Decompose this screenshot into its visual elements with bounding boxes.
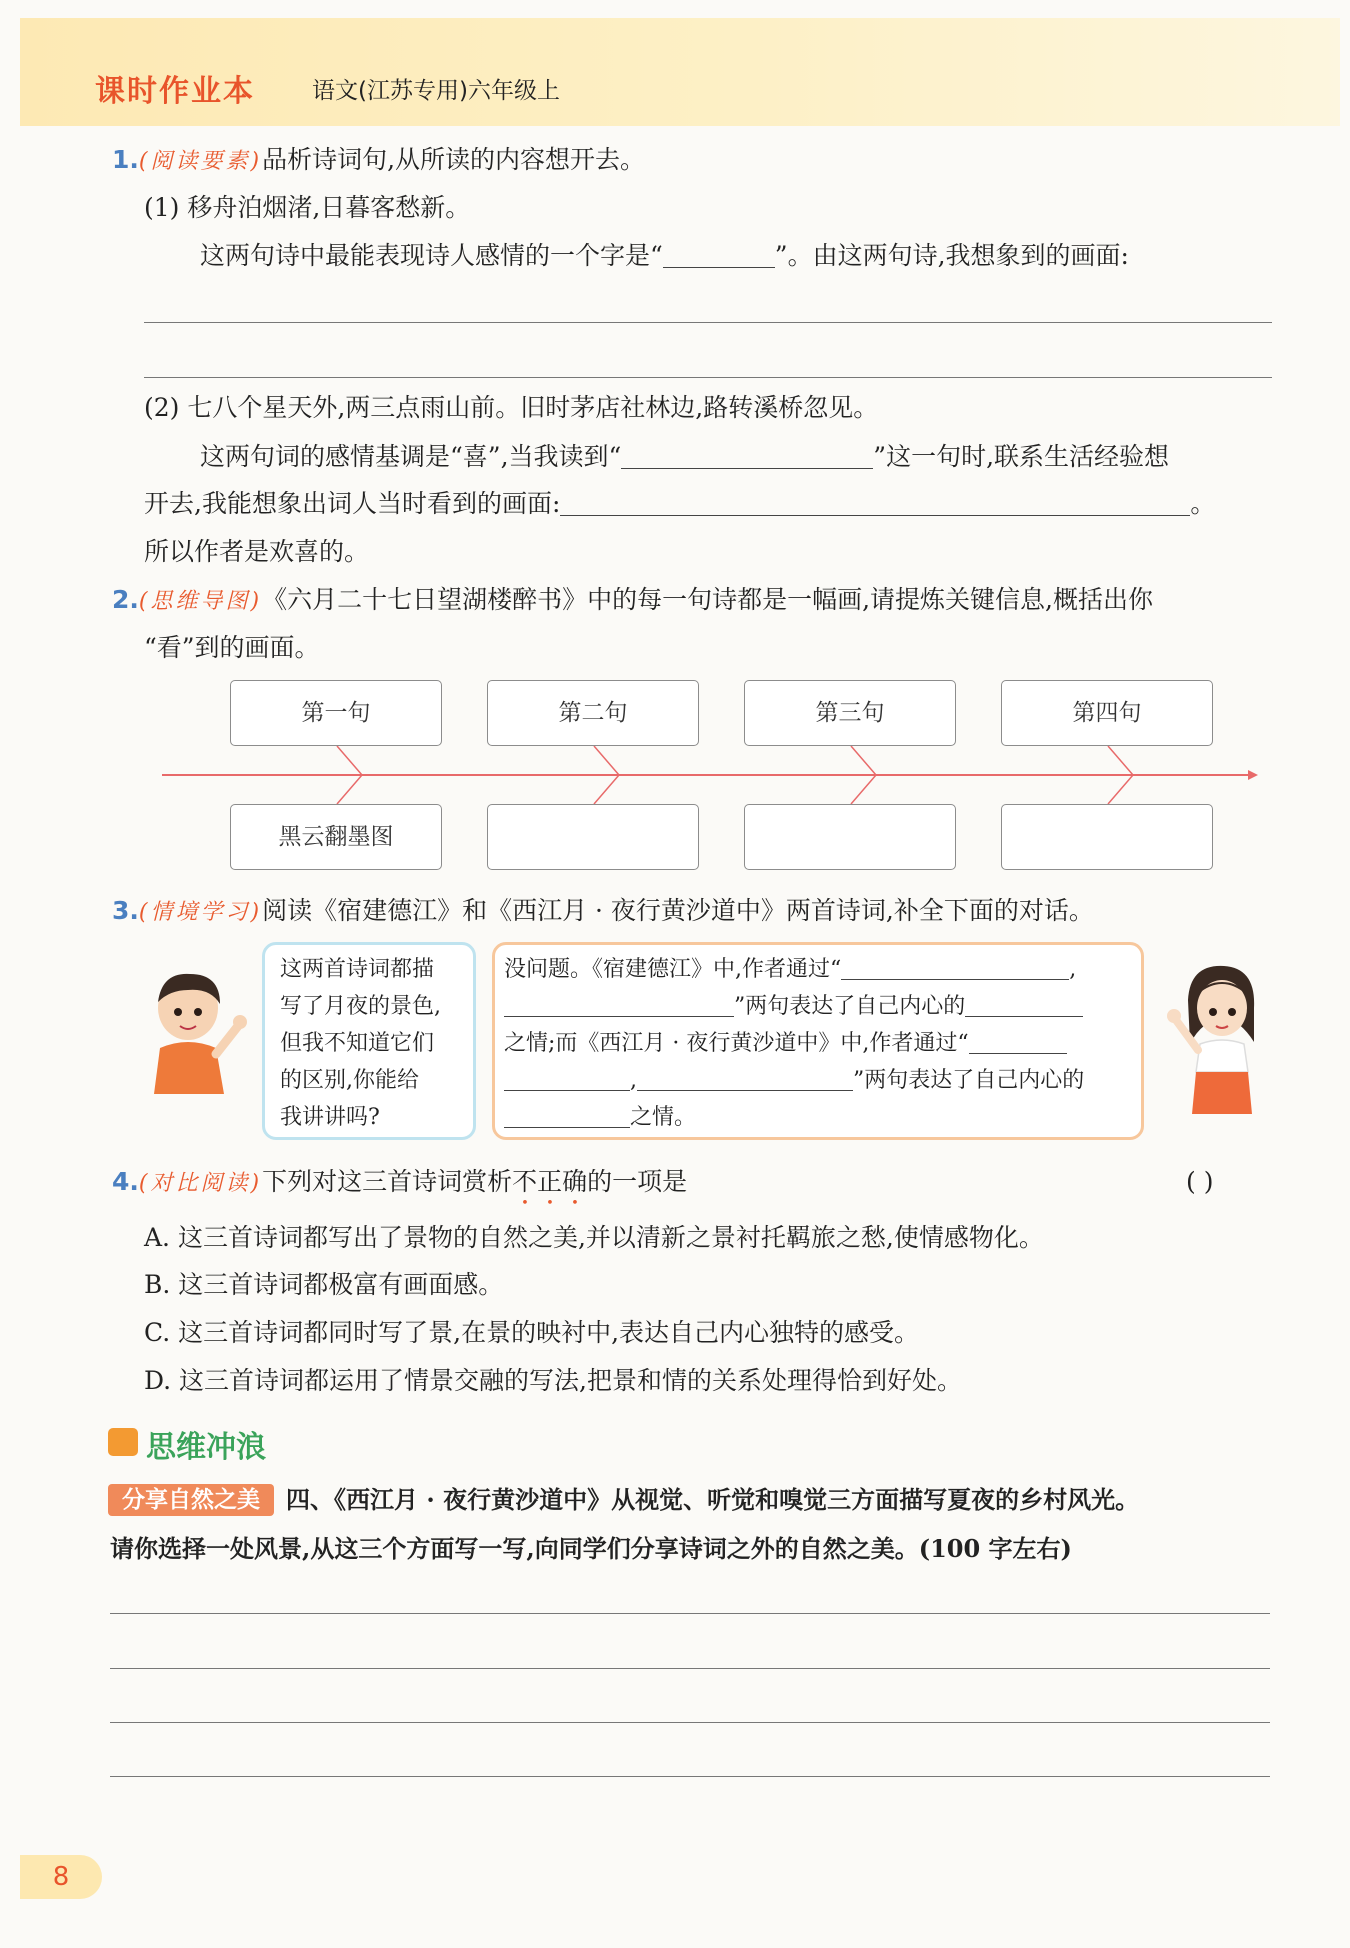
q1-part2-conclusion: 所以作者是欢喜的。 [144,537,370,566]
girl-text-r3: 之情;而《西江月 · 夜行黄沙道中》中,作者通过“ [504,1031,969,1056]
q3-number: 3. [112,896,139,925]
writing-line-4[interactable] [110,1776,1270,1777]
q2-prompt-1: 《六月二十七日望湖楼醉书》中的每一句诗都是一幅画,请提炼关键信息,概括出你 [262,585,1153,614]
book-title: 课时作业本 [95,74,255,109]
q3-blank-2[interactable] [504,992,734,1017]
q4-prompt-emphasis: 不正确 [512,1167,588,1196]
mindmap-bottom-box-4[interactable] [1001,804,1213,870]
girl-bubble-line-1 [504,951,1076,988]
girl-text-r2: ”两句表达了自己内心的 [734,994,966,1019]
mindmap-connectors [0,0,1350,900]
q3-blank-5[interactable] [504,1066,630,1091]
q2-prompt-2: “看”到的画面。 [144,633,320,662]
mindmap-bottom-box-2[interactable] [487,804,699,870]
q1-part2-text-b: ”这一句时,联系生活经验想 [873,442,1170,471]
mindmap-bottom-box-3[interactable] [744,804,956,870]
q1-part2-text-a: 这两句词的感情基调是“喜”,当我读到“ [200,442,622,471]
section-title: 思维冲浪 [146,1430,266,1465]
q4-answer-paren[interactable]: ( ) [1186,1167,1214,1196]
writing-line-1[interactable] [110,1613,1270,1614]
q3-blank-1[interactable] [841,955,1069,980]
girl-text-r1-end: , [1069,957,1077,982]
boy-illustration [140,966,252,1096]
q4-option-c[interactable]: C. 这三首诗词都同时写了景,在景的映衬中,表达自己内心独特的感受。 [144,1318,920,1347]
section-icon [108,1428,138,1456]
boy-bubble-line-1: 这两首诗词都描 [280,957,435,982]
q3-blank-3[interactable] [965,992,1083,1017]
mindmap-bottom-box-1: 黑云翻墨图 [230,804,442,870]
girl-bubble-line-4 [504,1062,1084,1099]
q1-part1-poem: (1) 移舟泊烟渚,日暮客愁新。 [144,193,471,222]
timeline-arrow-head [1248,770,1258,780]
q3-blank-6[interactable] [637,1066,853,1091]
share-tag: 分享自然之美 [108,1484,274,1516]
boy-bubble-line-4: 的区别,你能给 [280,1068,419,1093]
q4-option-b[interactable]: B. 这三首诗词都极富有画面感。 [144,1270,504,1299]
q4-option-d[interactable]: D. 这三首诗词都运用了情景交融的写法,把景和情的关系处理得恰到好处。 [144,1366,962,1395]
q1-prompt: 品析诗词句,从所读的内容想开去。 [262,145,646,174]
q3-heading [112,895,1094,929]
girl-bubble-line-5 [504,1099,696,1136]
q1-part2-poem: (2) 七八个星天外,两三点雨山前。旧时茅店社林边,路转溪桥忽见。 [144,393,879,422]
boy-bubble-line-5: 我讲讲吗? [280,1105,380,1130]
q4-prompt-a: 下列对这三首诗词赏析 [262,1167,513,1196]
girl-bubble-line-3 [504,1025,1067,1062]
boy-bubble-line-3: 但我不知道它们 [280,1031,435,1056]
q4-number: 4. [112,1167,139,1196]
q2-tag: (思维导图) [138,589,263,614]
section-text-1: 四、《西江月 · 夜行黄沙道中》从视觉、听觉和嗅觉三方面描写夏夜的乡村风光。 [286,1485,1140,1514]
q1-number: 1. [112,145,139,174]
q3-prompt: 阅读《宿建德江》和《西江月 · 夜行黄沙道中》两首诗词,补全下面的对话。 [262,896,1094,925]
mindmap-top-box-4: 第四句 [1001,680,1213,746]
q1-part2-text-c-end: 。 [1190,489,1216,518]
q2-number: 2. [112,585,139,614]
girl-illustration [1166,960,1270,1116]
q4-option-a[interactable]: A. 这三首诗词都写出了景物的自然之美,并以清新之景衬托羁旅之愁,使情感物化。 [144,1223,1044,1252]
q3-blank-4[interactable] [969,1029,1067,1054]
girl-text-r4-end: ”两句表达了自己内心的 [853,1068,1085,1093]
q1-tag: (阅读要素) [138,149,263,174]
mindmap-top-box-2: 第二句 [487,680,699,746]
q4-heading [112,1166,687,1211]
girl-text-r1: 没问题。《宿建德江》中,作者通过“ [504,957,842,982]
mindmap-top-box-1: 第一句 [230,680,442,746]
girl-text-r5: 之情。 [630,1105,697,1130]
section-text-2: 请你选择一处风景,从这三个方面写一写,向同学们分享诗词之外的自然之美。(100 字左右) [110,1534,1072,1563]
writing-line-2[interactable] [110,1668,1270,1669]
girl-bubble-line-2 [504,988,1083,1025]
q3-tag: (情境学习) [138,900,263,925]
writing-line-3[interactable] [110,1722,1270,1723]
girl-text-r4-mid: , [630,1068,637,1093]
q1-part1-text-a: 这两句诗中最能表现诗人感情的一个字是“ [200,241,663,270]
q4-prompt-b: 的一项是 [587,1167,688,1196]
q1-part2-text-c: 开去,我能想象出词人当时看到的画面: [144,489,561,518]
q4-tag: (对比阅读) [138,1171,263,1196]
mindmap-top-box-3: 第三句 [744,680,956,746]
boy-bubble-line-2: 写了月夜的景色, [280,994,441,1019]
q1-part1-text-b: ”。由这两句诗,我想象到的画面: [774,241,1129,270]
q3-blank-7[interactable] [504,1103,630,1128]
book-subtitle: 语文(江苏专用)六年级上 [312,78,560,104]
page-number: 8 [20,1855,102,1899]
